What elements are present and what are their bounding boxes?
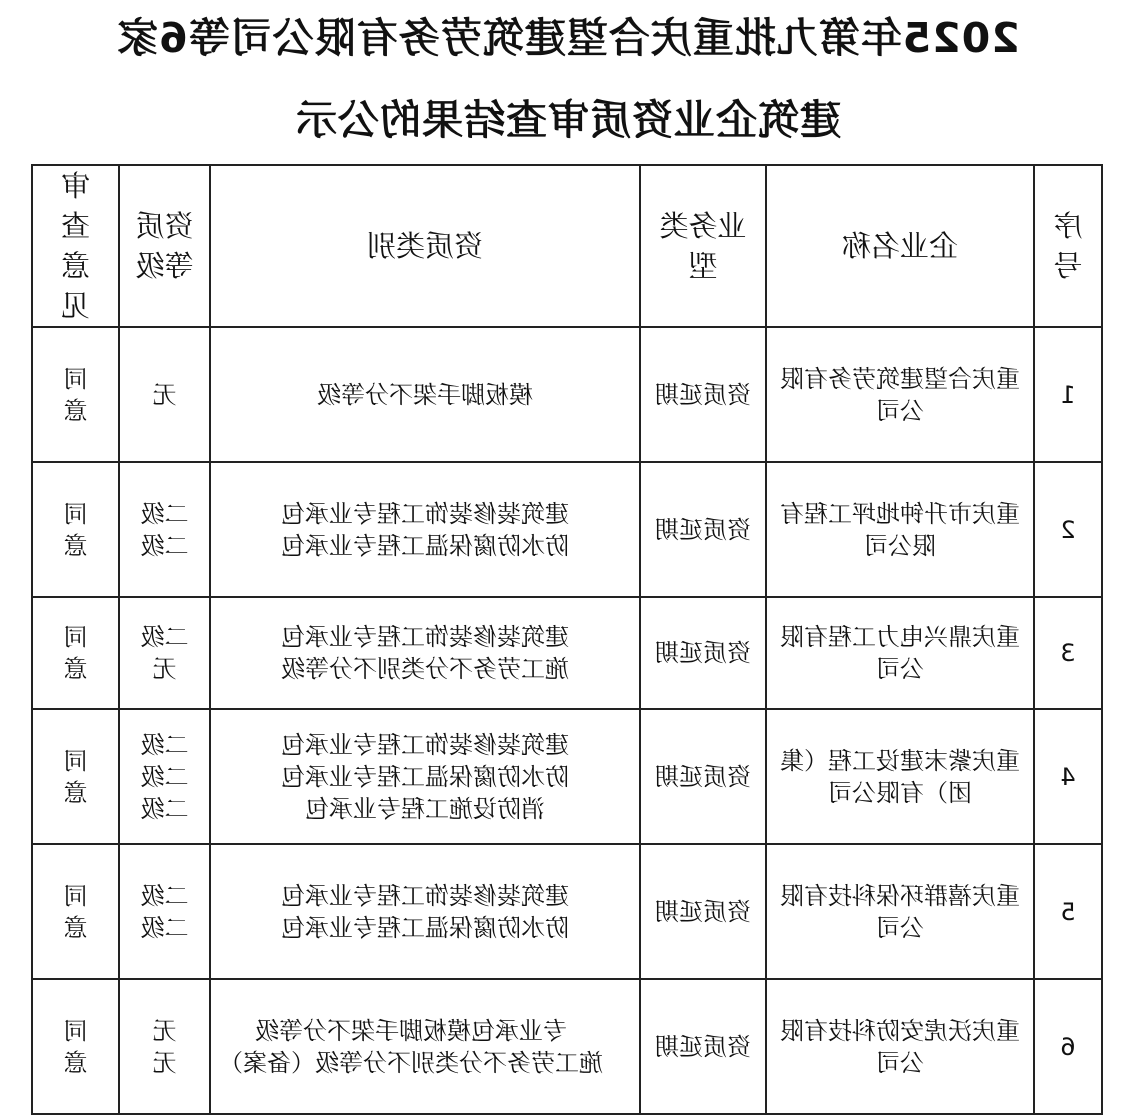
row-seq: 1 (1034, 327, 1102, 462)
header-category: 资质类别 (210, 165, 640, 327)
business-type: 资质延期 (640, 709, 766, 844)
category-line: 建筑装修装饰工程专业承包 (281, 499, 569, 528)
opinion-text: 同意 (37, 746, 88, 807)
table-row (32, 979, 1102, 1114)
header-grade: 资质等级 (119, 165, 210, 327)
row-seq: 6 (1034, 979, 1102, 1114)
qualification-category (210, 979, 640, 1114)
opinion-text: 同意 (37, 881, 88, 942)
review-opinion (32, 844, 119, 979)
category-line: 施工劳务不分类别不分等级（备案） (219, 1048, 603, 1077)
qualification-grade (119, 979, 210, 1114)
company-name: 重庆市升钟地坪工程有限公司 (766, 462, 1034, 597)
qualification-grade (119, 327, 210, 462)
business-type: 资质延期 (640, 327, 766, 462)
review-opinion (32, 597, 119, 709)
table-row (32, 462, 1102, 597)
qualification-category (210, 597, 640, 709)
opinion-text: 同意 (37, 364, 88, 425)
review-opinion (32, 327, 119, 462)
table-row (32, 327, 1102, 462)
qualification-category (210, 844, 640, 979)
business-type: 资质延期 (640, 597, 766, 709)
company-name: 重庆沃虎安防科技有限公司 (766, 979, 1034, 1114)
business-type: 资质延期 (640, 844, 766, 979)
qualification-category (210, 327, 640, 462)
business-type: 资质延期 (640, 462, 766, 597)
row-seq: 4 (1034, 709, 1102, 844)
table-row (32, 709, 1102, 844)
results-table (31, 164, 1103, 1115)
table-row (32, 844, 1102, 979)
grade-line: 无 (152, 655, 177, 683)
grade-line: 二级 (140, 762, 189, 791)
header-opinion: 审查意见 (32, 165, 119, 327)
grade-line: 二级 (140, 499, 189, 528)
header-row (32, 165, 1102, 327)
grade-line: 二级 (140, 913, 189, 942)
grade-line: 二级 (140, 794, 189, 823)
category-line: 建筑装修装饰工程专业承包 (281, 730, 569, 759)
title-line-2: 建筑企业资质审查结果的公示 (295, 96, 841, 144)
qualification-grade (119, 462, 210, 597)
header-business-type: 业务类型 (640, 165, 766, 327)
opinion-text: 同意 (37, 1016, 88, 1077)
category-line: 防水防腐保温工程专业承包 (281, 913, 569, 942)
qualification-grade (119, 709, 210, 844)
category-line: 专业承包模板脚手架不分等级 (255, 1016, 567, 1045)
review-opinion (32, 979, 119, 1114)
company-name: 重庆鼎兴电力工程有限公司 (766, 597, 1034, 709)
company-name: 重庆禧群环保科技有限公司 (766, 844, 1034, 979)
company-name: 重庆合望建筑劳务有限公司 (766, 327, 1034, 462)
grade-line: 二级 (140, 730, 189, 759)
qualification-category (210, 462, 640, 597)
review-opinion (32, 462, 119, 597)
table-row (32, 597, 1102, 709)
category-line: 建筑装修装饰工程专业承包 (281, 623, 569, 651)
company-name: 重庆紫末建设工程（集团）有限公司 (766, 709, 1034, 844)
grade-line: 无 (152, 380, 177, 409)
grade-line: 无 (152, 1016, 177, 1045)
category-line: 模板脚手架不分等级 (317, 380, 533, 409)
row-seq: 2 (1034, 462, 1102, 597)
title-line-1: 2025年第九批重庆合望建筑劳务有限公司等6家 (116, 14, 1020, 62)
header-company: 企业名称 (766, 165, 1034, 327)
category-line: 防水防腐保温工程专业承包 (281, 531, 569, 560)
header-seq: 序号 (1034, 165, 1102, 327)
business-type: 资质延期 (640, 979, 766, 1114)
grade-line: 二级 (140, 623, 189, 651)
grade-line: 二级 (140, 531, 189, 560)
opinion-text: 同意 (37, 499, 88, 560)
opinion-text: 同意 (37, 623, 88, 683)
category-line: 建筑装修装饰工程专业承包 (281, 881, 569, 910)
qualification-grade (119, 597, 210, 709)
category-line: 防水防腐保温工程专业承包 (281, 762, 569, 791)
row-seq: 5 (1034, 844, 1102, 979)
qualification-grade (119, 844, 210, 979)
qualification-category (210, 709, 640, 844)
grade-line: 无 (152, 1048, 177, 1077)
row-seq: 3 (1034, 597, 1102, 709)
category-line: 施工劳务不分类别不分等级 (281, 655, 569, 683)
review-opinion (32, 709, 119, 844)
grade-line: 二级 (140, 881, 189, 910)
category-line: 消防设施工程专业承包 (305, 794, 545, 823)
